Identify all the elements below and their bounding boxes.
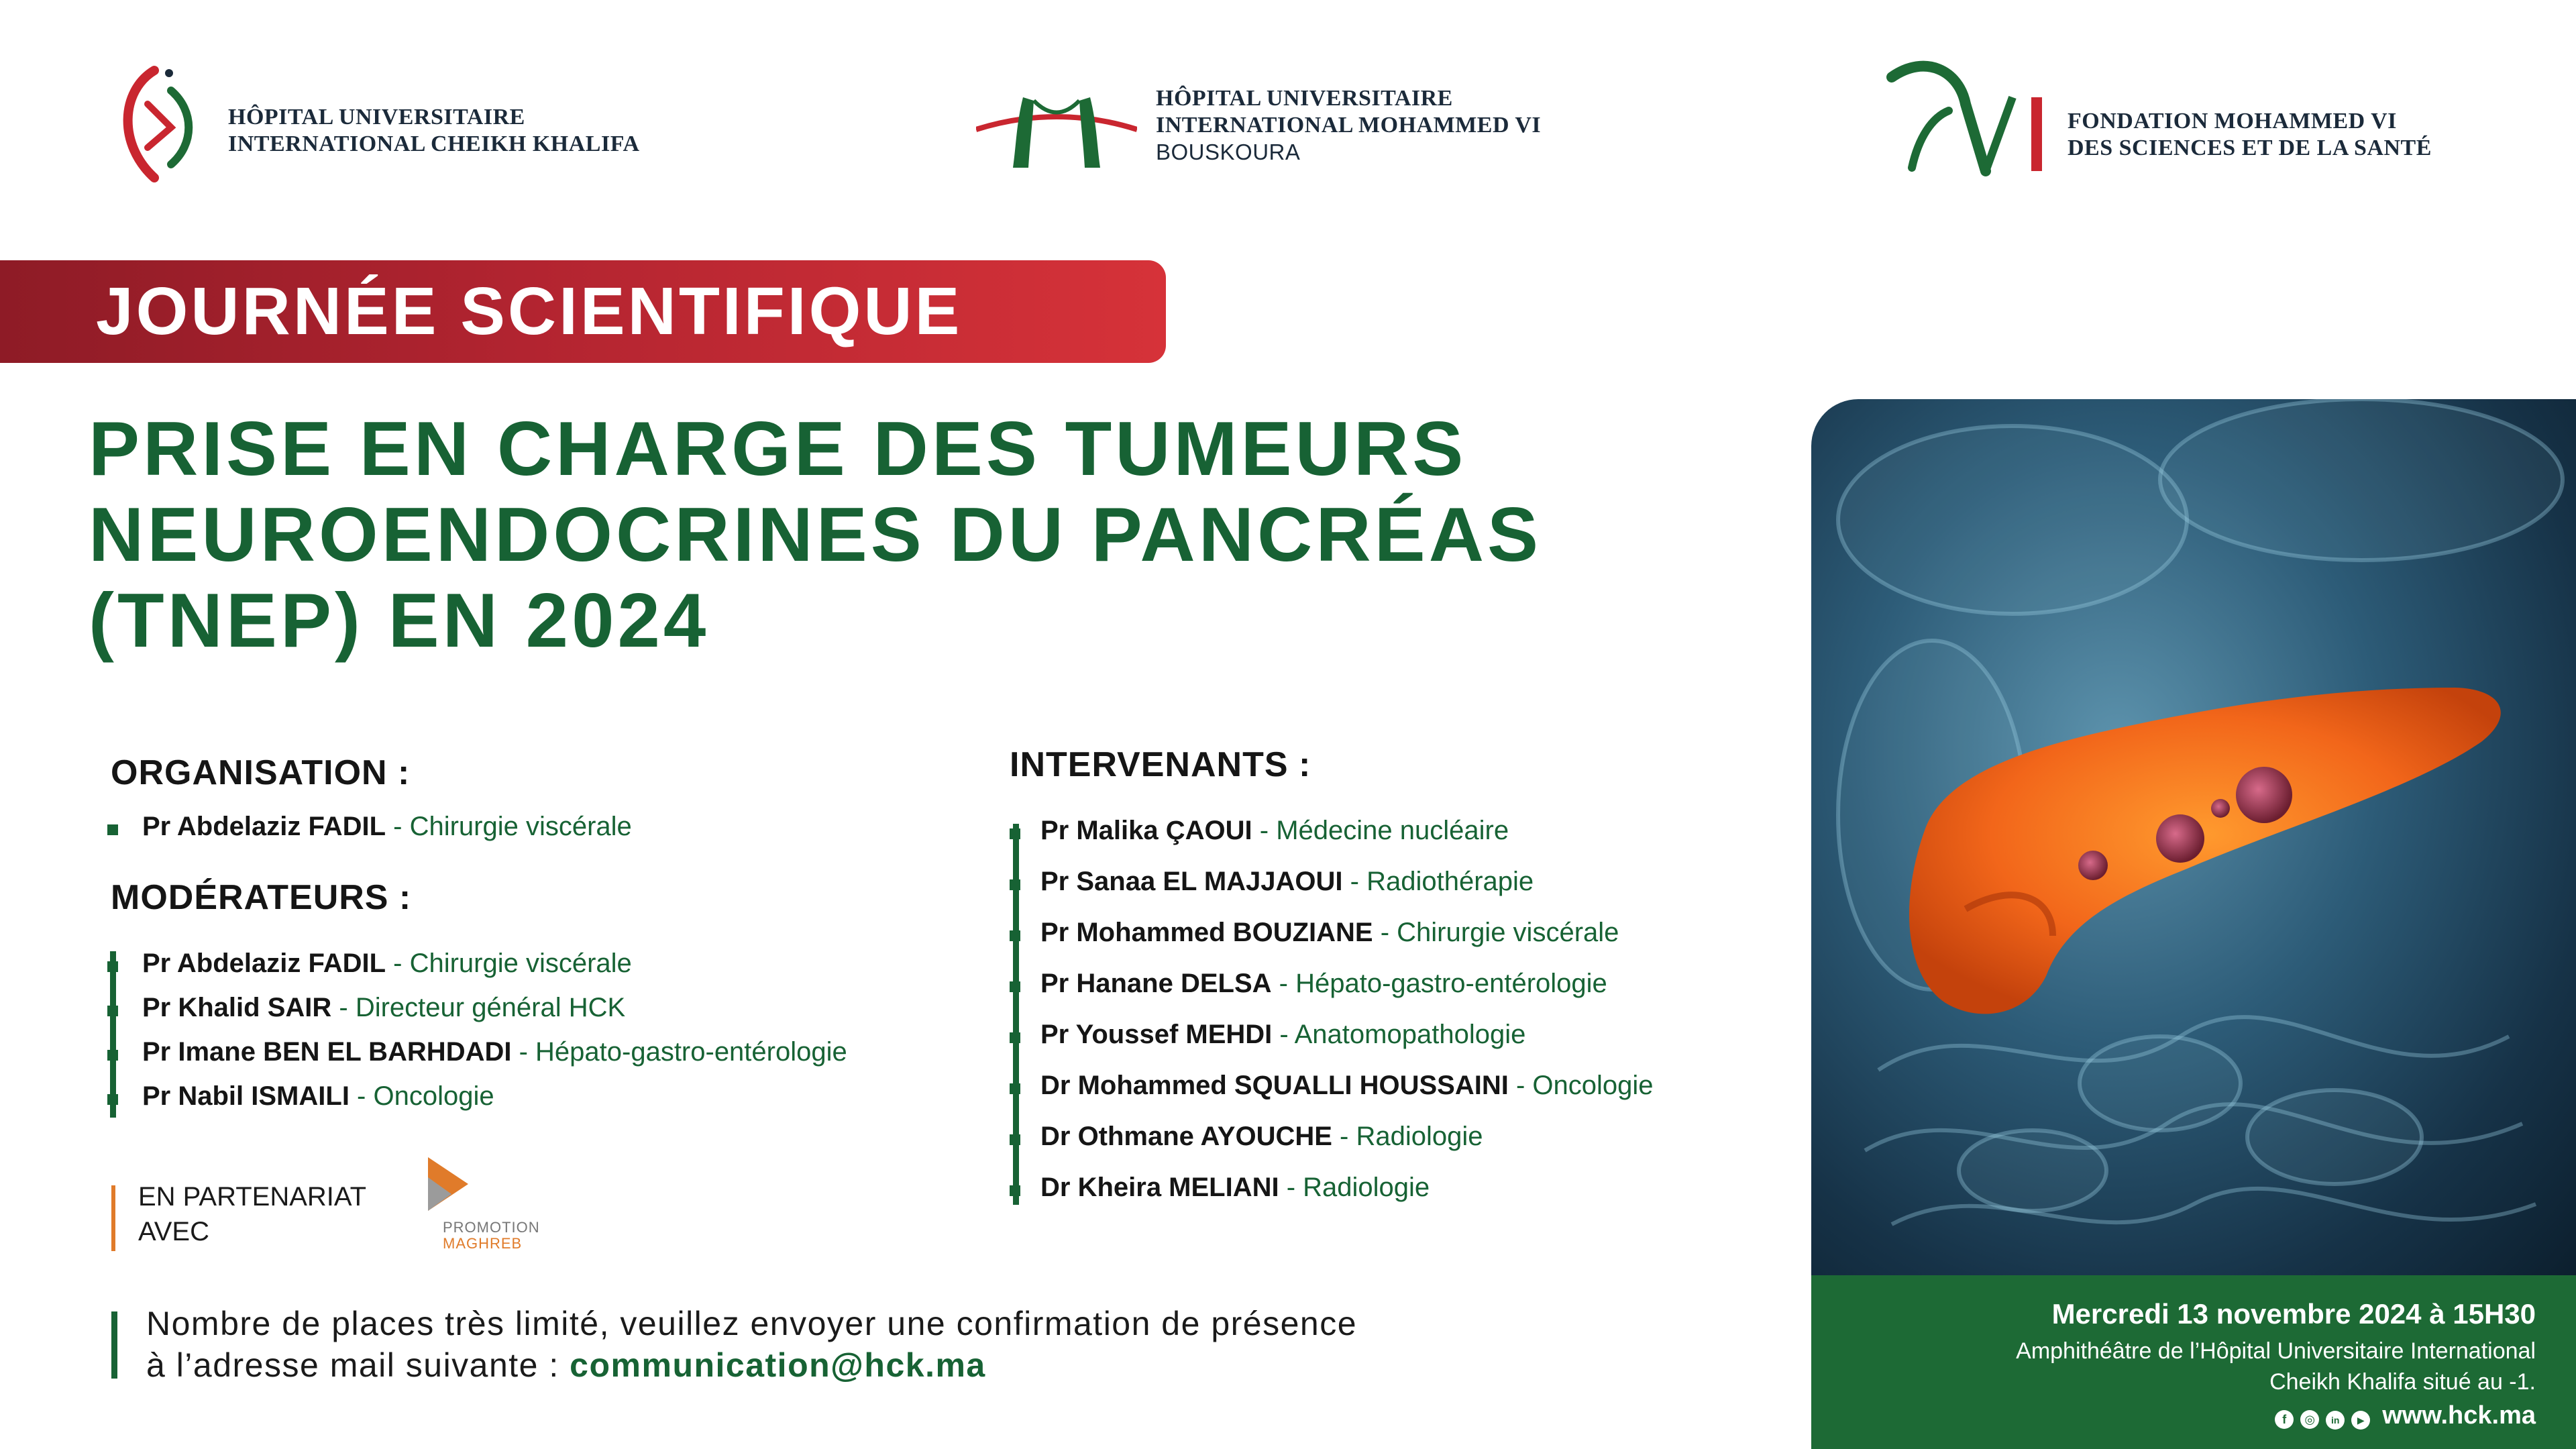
bullet-icon — [107, 1006, 118, 1016]
list-item — [1010, 814, 1654, 847]
intervenant-spec: - Radiologie — [1279, 1173, 1430, 1202]
partner-line1: EN PARTENARIAT — [138, 1182, 367, 1212]
partner-line2: AVEC — [138, 1217, 209, 1246]
intervenants-list — [1010, 814, 1654, 1203]
promotion-maghreb-text1: PROMOTION — [443, 1219, 540, 1236]
registration-note — [146, 1303, 1357, 1386]
bullet-icon — [1010, 828, 1020, 839]
moderateur-spec: - Hépato-gastro-entérologie — [511, 1037, 847, 1067]
bullet-icon — [107, 1050, 118, 1061]
logo-fm6ss-line2: DES SCIENCES ET DE LA SANTÉ — [2068, 136, 2432, 160]
promotion-maghreb-icon — [421, 1157, 475, 1224]
organisation-spec: - Chirurgie viscérale — [386, 812, 632, 841]
intervenant-spec: - Radiologie — [1332, 1122, 1483, 1151]
linkedin-icon[interactable]: in — [2326, 1411, 2345, 1430]
moderateurs-list — [107, 947, 847, 1112]
event-title-line3: (TNEP) EN 2024 — [89, 578, 710, 663]
logo-fm6ss-line1: FONDATION MOHAMMED VI — [2068, 109, 2397, 133]
logo-hum6-line3: BOUSKOURA — [1156, 140, 1301, 164]
moderateur-spec: - Oncologie — [349, 1081, 494, 1111]
bullet-icon — [107, 961, 118, 972]
moderateur-name: Pr Khalid SAIR — [142, 993, 332, 1022]
banner-title: JOURNÉE SCIENTIFIQUE — [96, 274, 963, 349]
bullet-icon — [1010, 1032, 1020, 1043]
list-item — [107, 1080, 847, 1112]
event-title-line1: PRISE EN CHARGE DES TUMEURS — [89, 407, 1467, 492]
list-item — [107, 1036, 847, 1068]
promotion-maghreb-logo — [416, 1157, 557, 1265]
bullet-icon — [1010, 930, 1020, 941]
pancreas-illustration — [1811, 399, 2576, 1275]
promotion-maghreb-text2: MAGHREB — [443, 1235, 523, 1252]
event-date: Mercredi 13 novembre 2024 à 15H30 — [2051, 1298, 2536, 1330]
list-item — [1010, 1171, 1654, 1203]
list-item — [1010, 1069, 1654, 1102]
list-item — [1010, 967, 1654, 1000]
intervenant-name: Dr Mohammed SQUALLI HOUSSAINI — [1040, 1071, 1509, 1100]
intervenant-spec: - Chirurgie viscérale — [1373, 918, 1619, 947]
bullet-icon — [1010, 879, 1020, 890]
instagram-icon[interactable]: ◎ — [2300, 1410, 2319, 1429]
event-location-line2: Cheikh Khalifa situé au -1. — [2269, 1369, 2536, 1395]
event-location-line1: Amphithéâtre de l’Hôpital Universitaire International — [2016, 1338, 2536, 1364]
organisation-name: Pr Abdelaziz FADIL — [142, 812, 386, 841]
organisation-heading: ORGANISATION : — [111, 753, 411, 792]
fm6ss-emblem-icon — [1885, 50, 2053, 178]
intervenant-name: Pr Sanaa EL MAJJAOUI — [1040, 867, 1343, 896]
note-line — [111, 1311, 117, 1379]
bullet-icon — [1010, 1134, 1020, 1145]
bullet-icon — [1010, 1185, 1020, 1196]
hum6-emblem-icon — [976, 84, 1137, 171]
intervenant-name: Dr Kheira MELIANI — [1040, 1173, 1279, 1202]
event-location — [2016, 1336, 2536, 1397]
event-title — [89, 407, 1766, 664]
logo-hum6-line2: INTERNATIONAL MOHAMMED VI — [1156, 113, 1542, 138]
intervenants-heading: INTERVENANTS : — [1010, 745, 1311, 784]
bullet-icon — [1010, 981, 1020, 992]
moderateur-spec: - Chirurgie viscérale — [386, 949, 632, 978]
intervenant-spec: - Radiothérapie — [1342, 867, 1534, 896]
list-item — [1010, 865, 1654, 898]
pancreas-icon — [1811, 399, 2576, 1275]
note-line1: Nombre de places très limité, veuillez envoyer une confirmation de présence — [146, 1305, 1358, 1342]
intervenant-spec: - Médecine nucléaire — [1252, 816, 1509, 845]
moderateurs-heading: MODÉRATEURS : — [111, 878, 412, 917]
bullet-icon — [107, 1094, 118, 1105]
intervenant-name: Pr Hanane DELSA — [1040, 969, 1272, 998]
logo-hum6-line1: HÔPITAL UNIVERSITAIRE — [1156, 86, 1453, 111]
moderateur-name: Pr Imane BEN EL BARHDADI — [142, 1037, 512, 1067]
bullet-icon — [1010, 1083, 1020, 1094]
website-link[interactable]: www.hck.ma — [2382, 1401, 2536, 1430]
list-item — [1010, 916, 1654, 949]
list-item — [107, 947, 847, 979]
partner-label — [138, 1179, 366, 1249]
note-prefix: à l’adresse mail suivante : — [146, 1346, 570, 1384]
intervenant-name: Pr Mohammed BOUZIANE — [1040, 918, 1373, 947]
list-item — [107, 991, 847, 1024]
moderateur-name: Pr Nabil ISMAILI — [142, 1081, 350, 1111]
partner-divider — [111, 1185, 115, 1251]
youtube-icon[interactable]: ▶ — [2351, 1411, 2370, 1430]
intervenant-spec: - Oncologie — [1508, 1071, 1654, 1100]
note-line2 — [146, 1344, 1357, 1386]
list-item — [1010, 1018, 1654, 1051]
moderateur-spec: - Directeur général HCK — [331, 993, 626, 1022]
facebook-icon[interactable]: f — [2275, 1410, 2294, 1429]
event-info-bar — [1811, 1275, 2576, 1449]
bullet-icon — [107, 824, 118, 835]
logo-hck-line1: HÔPITAL UNIVERSITAIRE — [228, 105, 525, 129]
logo-hck-line2: INTERNATIONAL CHEIKH KHALIFA — [228, 131, 640, 156]
intervenant-spec: - Hépato-gastro-entérologie — [1271, 969, 1607, 998]
event-title-line2: NEUROENDOCRINES DU PANCRÉAS — [89, 492, 1542, 578]
intervenant-name: Pr Malika ÇAOUI — [1040, 816, 1252, 845]
intervenant-name: Dr Othmane AYOUCHE — [1040, 1122, 1332, 1151]
organisation-item — [107, 810, 632, 843]
intervenant-spec: - Anatomopathologie — [1272, 1020, 1526, 1049]
contact-email-link[interactable]: communication@hck.ma — [570, 1346, 986, 1384]
hck-emblem-icon — [107, 64, 215, 184]
moderateur-name: Pr Abdelaziz FADIL — [142, 949, 386, 978]
list-item — [1010, 1120, 1654, 1152]
intervenant-name: Pr Youssef MEHDI — [1040, 1020, 1273, 1049]
website-row — [2275, 1401, 2536, 1430]
